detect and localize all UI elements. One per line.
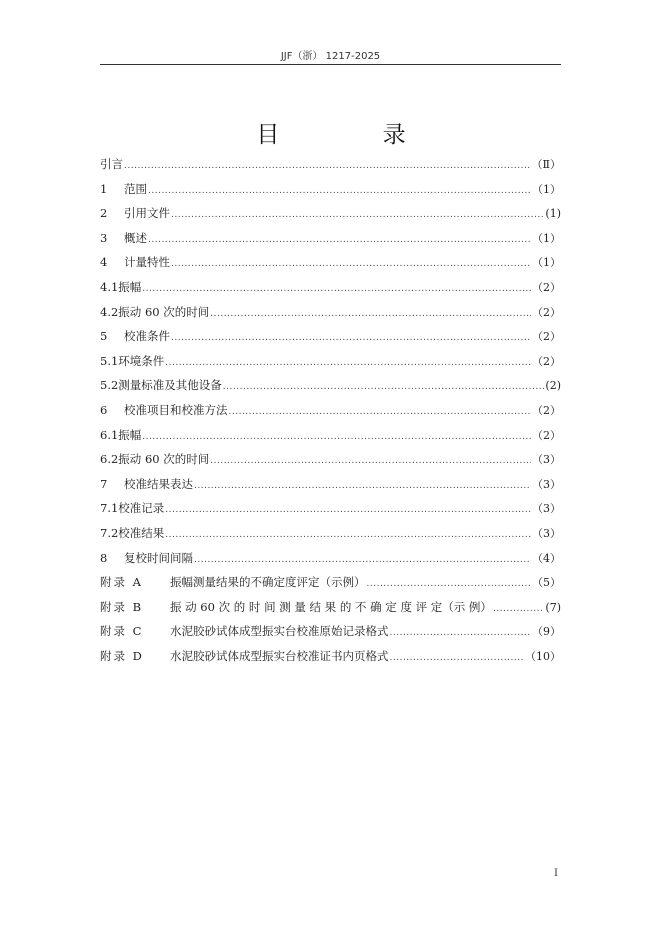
toc-entry-number: 4 xyxy=(100,255,108,270)
toc-entry-label: 水泥胶砂试体成型振实台校准原始记录格式 xyxy=(170,624,389,639)
toc-entry-7-1[interactable] xyxy=(100,496,561,521)
toc-entry-number: 7 xyxy=(100,476,108,491)
toc-entry-label: 引言 xyxy=(100,157,123,171)
toc-entry-5-2[interactable] xyxy=(100,373,561,398)
toc-entry-page: (2) xyxy=(545,379,561,393)
toc-entry-page: （2） xyxy=(532,280,561,294)
toc-leader-dots xyxy=(148,228,531,253)
page-title: 目 录 xyxy=(256,122,454,148)
toc-entry-number: 附录 A xyxy=(100,575,143,590)
toc-leader-dots xyxy=(165,351,531,376)
toc-entry-label: 校准结果表达 xyxy=(124,476,193,491)
toc-entry-label: 校准条件 xyxy=(124,329,170,344)
toc-entry-1[interactable] xyxy=(100,177,561,202)
toc-entry-label: 引用文件 xyxy=(124,206,170,221)
toc-leader-dots xyxy=(124,154,531,179)
toc-entry-label: 振 动 60 次 的 时 间 测 量 结 果 的 不 确 定 度 评 定（示 例） xyxy=(170,599,492,614)
toc-entry-4-2[interactable] xyxy=(100,300,561,325)
toc-entry-2[interactable] xyxy=(100,201,561,226)
toc-entry-label: 复校时间间隔 xyxy=(124,550,193,565)
toc-leader-dots xyxy=(223,375,545,400)
toc-entry-page: （1） xyxy=(532,182,561,196)
toc-entry-6-2[interactable] xyxy=(100,447,561,472)
toc-leader-dots xyxy=(171,203,544,228)
toc-entry-appendix-d[interactable] xyxy=(100,644,561,669)
toc-entry-page: （2） xyxy=(532,305,561,319)
document-header: JJF（浙） 1217-2025 xyxy=(280,51,381,62)
toc-entry-page: (7) xyxy=(545,600,561,614)
toc-entry-number: 4.2 xyxy=(100,304,119,319)
toc-leader-dots xyxy=(210,302,531,327)
toc-entry-number: 6 xyxy=(100,402,108,417)
toc-entry-6-1[interactable] xyxy=(100,423,561,448)
toc-entry-page: （2） xyxy=(532,330,561,344)
toc-entry-label: 计量特性 xyxy=(124,255,170,270)
toc-entry-number: 8 xyxy=(100,550,108,565)
toc-leader-dots xyxy=(148,179,531,204)
toc-entry-number: 2 xyxy=(100,206,108,221)
toc-entry-number: 1 xyxy=(100,181,108,196)
toc-leader-dots xyxy=(165,523,531,548)
toc-entry-page: （9） xyxy=(532,625,561,639)
toc-leader-dots xyxy=(142,277,531,302)
toc-entry-page: （3） xyxy=(532,502,561,516)
toc-entry-number: 5.1 xyxy=(100,353,119,368)
toc-leader-dots xyxy=(390,646,525,671)
toc-leader-dots xyxy=(229,400,532,425)
toc-entry-appendix-c[interactable] xyxy=(100,619,561,644)
toc-entry-page: （2） xyxy=(532,428,561,442)
toc-entry-label: 范围 xyxy=(124,181,147,196)
toc-entry-page: （2） xyxy=(532,403,561,417)
toc-entry-label: 校准结果 xyxy=(118,525,165,540)
toc-entry-5-1[interactable] xyxy=(100,349,561,374)
toc-entry-label: 测量标准及其他设备 xyxy=(118,378,222,393)
toc-entry-number: 附录 D xyxy=(100,648,144,663)
toc-entry-appendix-b[interactable] xyxy=(100,595,561,620)
toc-entry-number: 6.1 xyxy=(100,427,119,442)
toc-entry-page: （Ⅱ） xyxy=(531,158,561,171)
toc-entry-page: （4） xyxy=(532,551,561,565)
toc-entry-number: 7.2 xyxy=(100,525,119,540)
toc-leader-dots xyxy=(367,572,532,597)
toc-leader-dots xyxy=(165,498,531,523)
toc-leader-dots xyxy=(171,252,531,277)
toc-entry-page: （1） xyxy=(532,231,561,245)
toc-leader-dots xyxy=(194,474,531,499)
toc-entry-label: 水泥胶砂试体成型振实台校准证书内页格式 xyxy=(170,648,389,663)
toc-entry-label: 振幅 xyxy=(118,279,142,294)
toc-entry-page: (1) xyxy=(545,207,561,221)
toc-entry-label: 概述 xyxy=(124,230,147,245)
toc-leader-dots xyxy=(390,621,532,646)
toc-entry-page: （3） xyxy=(532,477,561,491)
toc-entry-7-2[interactable] xyxy=(100,521,561,546)
toc-leader-dots xyxy=(210,449,531,474)
toc-entry-label: 振动 60 次的时间 xyxy=(118,452,210,467)
toc-entry-number: 5.2 xyxy=(100,378,119,393)
toc-entry-label: 校准记录 xyxy=(118,501,165,516)
toc-entry-introduction[interactable] xyxy=(100,152,561,177)
toc-entry-label: 振幅测量结果的不确定度评定（示例） xyxy=(170,575,366,590)
toc-entry-3[interactable] xyxy=(100,226,561,251)
toc-entry-label: 振幅 xyxy=(118,427,142,442)
toc-entry-page: （3） xyxy=(532,526,561,540)
toc-entry-number: 7.1 xyxy=(100,501,119,516)
toc-entry-4-1[interactable] xyxy=(100,275,561,300)
toc-entry-page: （3） xyxy=(532,453,561,467)
toc-entry-5[interactable] xyxy=(100,324,561,349)
toc-entry-number: 5 xyxy=(100,329,108,344)
toc-entry-label: 振动 60 次的时间 xyxy=(118,304,210,319)
toc-leader-dots xyxy=(142,425,531,450)
table-of-contents xyxy=(100,152,561,668)
toc-entry-number: 3 xyxy=(100,230,108,245)
toc-entry-number: 附录 C xyxy=(100,624,144,639)
toc-entry-label: 环境条件 xyxy=(118,353,165,368)
toc-entry-number: 6.2 xyxy=(100,452,119,467)
toc-entry-label: 校准项目和校准方法 xyxy=(124,402,228,417)
toc-entry-page: （10） xyxy=(525,649,561,663)
toc-entry-appendix-a[interactable] xyxy=(100,570,561,595)
toc-entry-6[interactable] xyxy=(100,398,561,423)
toc-entry-8[interactable] xyxy=(100,546,561,571)
toc-leader-dots xyxy=(493,597,544,622)
toc-entry-page: （5） xyxy=(532,576,561,590)
toc-entry-number: 4.1 xyxy=(100,279,119,294)
toc-entry-page: （1） xyxy=(532,256,561,270)
page-number: I xyxy=(554,868,558,879)
toc-leader-dots xyxy=(194,548,531,573)
toc-entry-7[interactable] xyxy=(100,472,561,497)
header-divider xyxy=(100,64,561,65)
toc-entry-number: 附录 B xyxy=(100,599,144,614)
toc-entry-4[interactable] xyxy=(100,250,561,275)
toc-entry-page: （2） xyxy=(532,354,561,368)
toc-leader-dots xyxy=(171,326,531,351)
